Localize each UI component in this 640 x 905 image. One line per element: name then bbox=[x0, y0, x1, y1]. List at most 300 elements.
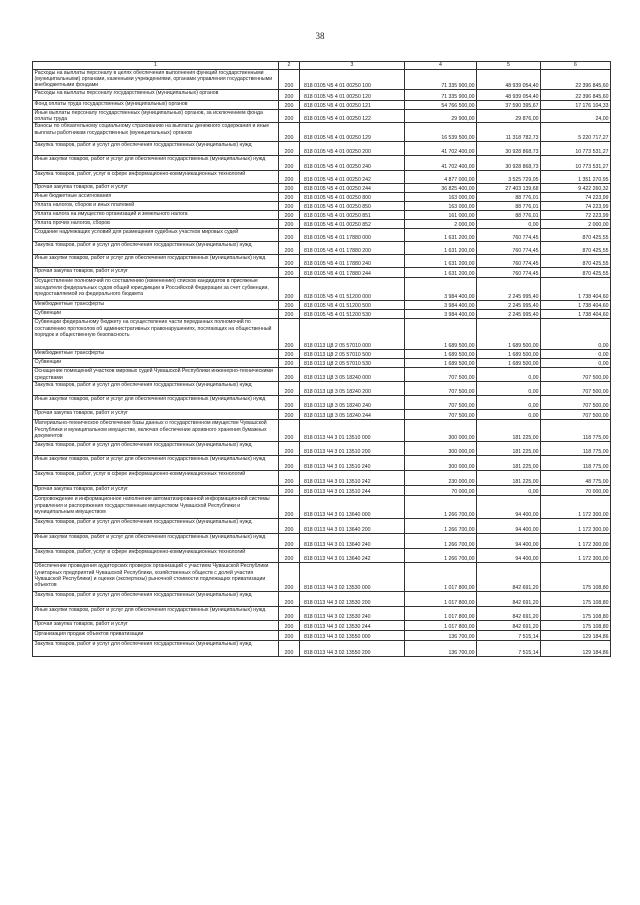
row-approved-amount: 41 702 400,00 bbox=[405, 156, 477, 171]
row-approved-amount: 1 266 700,00 bbox=[405, 549, 477, 563]
row-name: Иные закупки товаров, работ и услуг для обеспечения государственных (муниципальных) нужд bbox=[33, 456, 279, 471]
table-row bbox=[33, 123, 611, 142]
row-unexecuted-amount: 17 176 104,33 bbox=[541, 101, 611, 110]
row-budget-code: 818 0113 Ч4 3 01 13510 000 bbox=[300, 420, 405, 442]
row-unexecuted-amount: 870 425,55 bbox=[541, 229, 611, 242]
row-budget-code: 818 0113 Ц8 3 05 18240 244 bbox=[300, 410, 405, 420]
row-unexecuted-amount: 1 172 300,00 bbox=[541, 534, 611, 549]
row-approved-amount: 36 825 400,00 bbox=[405, 184, 477, 193]
row-name: Закупка товаров, работ и услуг для обеспечения государственных (муниципальных) нужд bbox=[33, 519, 279, 534]
row-name: Расходы на выплаты персоналу в целях обеспечения выполнения функций государственными (муниципальными) органами, казенными учреждениями, органами управления государственными внебюджетными фондами bbox=[33, 70, 279, 90]
row-unexecuted-amount: 9 422 260,32 bbox=[541, 184, 611, 193]
row-budget-code: 818 0105 Ч5 4 01 00250 244 bbox=[300, 184, 405, 193]
row-executed-amount: 0,00 bbox=[477, 486, 541, 496]
row-name: Материально-техническое обеспечение базы данных о государственном имуществе Чувашской Республики и муниципальном имуществе, включая обеспечение архивного хранения бумажных документов bbox=[33, 420, 279, 442]
row-approved-amount: 707 500,00 bbox=[405, 368, 477, 382]
row-approved-amount: 707 500,00 bbox=[405, 410, 477, 420]
row-budget-code: 818 0105 Ч5 4 01 17880 240 bbox=[300, 255, 405, 268]
row-executed-amount: 760 774,45 bbox=[477, 268, 541, 278]
row-approved-amount: 300 000,00 bbox=[405, 420, 477, 442]
table-row bbox=[33, 70, 611, 90]
row-approved-amount: 1 631 200,00 bbox=[405, 255, 477, 268]
row-executed-amount: 3 525 729,05 bbox=[477, 171, 541, 184]
row-executed-amount: 1 689 500,00 bbox=[477, 350, 541, 359]
row-name: Оснащение помещений участков мировых судей Чувашской Республики инженерно-техническими средствами bbox=[33, 368, 279, 382]
row-unexecuted-amount: 175 108,80 bbox=[541, 621, 611, 631]
row-executed-amount: 88 776,01 bbox=[477, 211, 541, 220]
row-admin-code: 200 bbox=[279, 90, 300, 101]
row-unexecuted-amount: 118 775,00 bbox=[541, 456, 611, 471]
row-budget-code: 818 0105 Ч5 4 01 17880 200 bbox=[300, 242, 405, 255]
row-name: Закупка товаров, работ, услуг в сфере информационно-коммуникационных технологий bbox=[33, 471, 279, 486]
row-executed-amount: 88 776,01 bbox=[477, 202, 541, 211]
row-executed-amount: 29 876,00 bbox=[477, 110, 541, 123]
table-row bbox=[33, 278, 611, 301]
row-executed-amount: 37 590 395,67 bbox=[477, 101, 541, 110]
table-row bbox=[33, 229, 611, 242]
row-budget-code: 818 0113 Ч4 3 01 13510 242 bbox=[300, 471, 405, 486]
table-row bbox=[33, 621, 611, 631]
row-name: Уплата налогов, сборов и иных платежей bbox=[33, 202, 279, 211]
row-admin-code: 200 bbox=[279, 278, 300, 301]
row-admin-code: 200 bbox=[279, 496, 300, 519]
row-admin-code: 200 bbox=[279, 319, 300, 350]
row-budget-code: 818 0113 Ц8 3 05 18240 200 bbox=[300, 382, 405, 396]
column-header-5: 5 bbox=[477, 62, 541, 70]
table-row bbox=[33, 420, 611, 442]
row-unexecuted-amount: 0,00 bbox=[541, 319, 611, 350]
row-name: Обеспечение проведения аудиторских проверок организаций с участием Чувашской Республики (унитарных предприятий Чувашской Республики, хозяйственных обществ с долей участия Чувашской Республики) и оценки (экспертизы) рыночной стоимости подлежащих приватизации объектов bbox=[33, 563, 279, 592]
row-unexecuted-amount: 870 425,55 bbox=[541, 268, 611, 278]
row-executed-amount: 842 691,20 bbox=[477, 563, 541, 592]
row-admin-code: 200 bbox=[279, 211, 300, 220]
row-executed-amount: 7 515,14 bbox=[477, 631, 541, 641]
row-unexecuted-amount: 24,00 bbox=[541, 110, 611, 123]
row-executed-amount: 27 403 139,68 bbox=[477, 184, 541, 193]
row-name: Иные закупки товаров, работ и услуг для обеспечения государственных (муниципальных) нужд bbox=[33, 607, 279, 621]
row-admin-code: 200 bbox=[279, 563, 300, 592]
row-approved-amount: 1 017 800,00 bbox=[405, 621, 477, 631]
row-approved-amount: 1 266 700,00 bbox=[405, 496, 477, 519]
table-row bbox=[33, 519, 611, 534]
table-row bbox=[33, 101, 611, 110]
row-approved-amount: 1 017 800,00 bbox=[405, 607, 477, 621]
row-approved-amount: 3 984 400,00 bbox=[405, 278, 477, 301]
row-executed-amount: 760 774,45 bbox=[477, 255, 541, 268]
row-admin-code: 200 bbox=[279, 142, 300, 156]
row-name: Иные закупки товаров, работ и услуг для обеспечения государственных (муниципальных) нужд bbox=[33, 255, 279, 268]
row-executed-amount: 94 400,00 bbox=[477, 496, 541, 519]
row-executed-amount: 0,00 bbox=[477, 410, 541, 420]
row-executed-amount: 48 939 054,40 bbox=[477, 70, 541, 90]
row-admin-code: 200 bbox=[279, 268, 300, 278]
row-executed-amount: 181 225,00 bbox=[477, 420, 541, 442]
row-admin-code: 200 bbox=[279, 621, 300, 631]
row-executed-amount: 88 776,01 bbox=[477, 193, 541, 202]
row-unexecuted-amount: 870 425,55 bbox=[541, 242, 611, 255]
row-name: Взносы по обязательному социальному страхованию на выплаты денежного содержания и иные выплаты работникам государственных (муниципальных) органов bbox=[33, 123, 279, 142]
row-budget-code: 818 0105 Ч5 4 01 00250 850 bbox=[300, 202, 405, 211]
row-unexecuted-amount: 0,00 bbox=[541, 359, 611, 368]
row-executed-amount: 181 225,00 bbox=[477, 456, 541, 471]
row-unexecuted-amount: 2 000,00 bbox=[541, 220, 611, 229]
row-admin-code: 200 bbox=[279, 592, 300, 607]
row-unexecuted-amount: 118 775,00 bbox=[541, 420, 611, 442]
row-approved-amount: 54 766 500,00 bbox=[405, 101, 477, 110]
row-budget-code: 818 0113 Ч4 3 02 13530 240 bbox=[300, 607, 405, 621]
row-budget-code: 818 0113 Ц8 2 05 57010 500 bbox=[300, 350, 405, 359]
row-name: Создание надлежащих условий для размещения судебных участков мировых судей bbox=[33, 229, 279, 242]
row-unexecuted-amount: 48 775,00 bbox=[541, 471, 611, 486]
row-unexecuted-amount: 707 500,00 bbox=[541, 368, 611, 382]
row-executed-amount: 842 691,20 bbox=[477, 621, 541, 631]
row-admin-code: 200 bbox=[279, 171, 300, 184]
row-admin-code: 200 bbox=[279, 301, 300, 310]
row-budget-code: 818 0105 Ч5 4 01 00250 100 bbox=[300, 70, 405, 90]
row-name: Иные закупки товаров, работ и услуг для обеспечения государственных (муниципальных) нужд bbox=[33, 156, 279, 171]
table-row bbox=[33, 592, 611, 607]
row-executed-amount: 2 245 995,40 bbox=[477, 278, 541, 301]
row-executed-amount: 0,00 bbox=[477, 368, 541, 382]
row-executed-amount: 48 939 054,40 bbox=[477, 90, 541, 101]
row-name: Закупка товаров, работ и услуг для обеспечения государственных (муниципальных) нужд bbox=[33, 442, 279, 456]
row-unexecuted-amount: 129 184,86 bbox=[541, 631, 611, 641]
column-header-2: 2 bbox=[279, 62, 300, 70]
row-admin-code: 200 bbox=[279, 442, 300, 456]
row-approved-amount: 1 017 800,00 bbox=[405, 592, 477, 607]
row-budget-code: 818 0113 Ч4 3 02 13530 244 bbox=[300, 621, 405, 631]
row-budget-code: 818 0113 Ч4 3 01 13640 000 bbox=[300, 496, 405, 519]
row-unexecuted-amount: 0,00 bbox=[541, 350, 611, 359]
row-admin-code: 200 bbox=[279, 607, 300, 621]
row-approved-amount: 16 539 500,00 bbox=[405, 123, 477, 142]
row-unexecuted-amount: 10 773 531,27 bbox=[541, 156, 611, 171]
row-unexecuted-amount: 72 223,99 bbox=[541, 211, 611, 220]
row-executed-amount: 842 691,20 bbox=[477, 607, 541, 621]
row-admin-code: 200 bbox=[279, 549, 300, 563]
row-approved-amount: 707 500,00 bbox=[405, 396, 477, 410]
row-name: Уплата налога на имущество организаций и земельного налога bbox=[33, 211, 279, 220]
table-row bbox=[33, 319, 611, 350]
row-name: Фонд оплаты труда государственных (муниципальных) органов bbox=[33, 101, 279, 110]
row-executed-amount: 0,00 bbox=[477, 382, 541, 396]
row-budget-code: 818 0105 Ч5 4 01 00250 851 bbox=[300, 211, 405, 220]
row-budget-code: 818 0113 Ч4 3 02 13550 200 bbox=[300, 641, 405, 657]
row-approved-amount: 1 689 500,00 bbox=[405, 350, 477, 359]
table-row bbox=[33, 350, 611, 359]
row-executed-amount: 94 400,00 bbox=[477, 534, 541, 549]
row-approved-amount: 1 689 500,00 bbox=[405, 319, 477, 350]
row-unexecuted-amount: 5 220 717,27 bbox=[541, 123, 611, 142]
row-budget-code: 818 0113 Ц8 2 05 57010 530 bbox=[300, 359, 405, 368]
row-executed-amount: 842 691,20 bbox=[477, 592, 541, 607]
row-name: Прочая закупка товаров, работ и услуг bbox=[33, 621, 279, 631]
table-row bbox=[33, 359, 611, 368]
row-unexecuted-amount: 1 172 300,00 bbox=[541, 519, 611, 534]
row-budget-code: 818 0105 Ч5 4 01 51200 000 bbox=[300, 278, 405, 301]
row-approved-amount: 300 000,00 bbox=[405, 442, 477, 456]
row-unexecuted-amount: 22 396 845,60 bbox=[541, 70, 611, 90]
row-admin-code: 200 bbox=[279, 110, 300, 123]
row-approved-amount: 1 017 800,00 bbox=[405, 563, 477, 592]
row-unexecuted-amount: 707 500,00 bbox=[541, 396, 611, 410]
row-approved-amount: 136 700,00 bbox=[405, 641, 477, 657]
table-row bbox=[33, 534, 611, 549]
table-row bbox=[33, 211, 611, 220]
row-name: Осуществление полномочий по составлению (изменению) списков кандидатов в присяжные заседатели федеральных судов общей юрисдикции в Российской Федерации за счет субвенции, предоставляемой из федерального бюджета bbox=[33, 278, 279, 301]
row-unexecuted-amount: 129 184,86 bbox=[541, 641, 611, 657]
row-executed-amount: 1 689 500,00 bbox=[477, 319, 541, 350]
row-executed-amount: 11 318 782,73 bbox=[477, 123, 541, 142]
row-approved-amount: 41 702 400,00 bbox=[405, 142, 477, 156]
row-approved-amount: 2 000,00 bbox=[405, 220, 477, 229]
row-admin-code: 200 bbox=[279, 123, 300, 142]
row-name: Расходы на выплаты персоналу государственных (муниципальных) органов bbox=[33, 90, 279, 101]
row-admin-code: 200 bbox=[279, 193, 300, 202]
row-unexecuted-amount: 870 425,55 bbox=[541, 255, 611, 268]
row-approved-amount: 29 900,00 bbox=[405, 110, 477, 123]
row-budget-code: 818 0105 Ч5 4 01 00250 200 bbox=[300, 142, 405, 156]
row-approved-amount: 163 000,00 bbox=[405, 193, 477, 202]
row-name: Закупка товаров, работ и услуг для обеспечения государственных (муниципальных) нужд bbox=[33, 142, 279, 156]
row-budget-code: 818 0105 Ч5 4 01 17880 000 bbox=[300, 229, 405, 242]
row-name: Иные бюджетные ассигнования bbox=[33, 193, 279, 202]
table-row bbox=[33, 90, 611, 101]
column-header-1: 1 bbox=[33, 62, 279, 70]
row-admin-code: 200 bbox=[279, 368, 300, 382]
table-row bbox=[33, 220, 611, 229]
row-name: Закупка товаров, работ, услуг в сфере информационно-коммуникационных технологий bbox=[33, 171, 279, 184]
row-unexecuted-amount: 1 172 300,00 bbox=[541, 496, 611, 519]
row-admin-code: 200 bbox=[279, 70, 300, 90]
table-row bbox=[33, 184, 611, 193]
row-budget-code: 818 0105 Ч5 4 01 00250 852 bbox=[300, 220, 405, 229]
row-admin-code: 200 bbox=[279, 202, 300, 211]
row-name: Иные закупки товаров, работ и услуг для обеспечения государственных (муниципальных) нужд bbox=[33, 534, 279, 549]
row-executed-amount: 181 225,00 bbox=[477, 471, 541, 486]
row-approved-amount: 163 000,00 bbox=[405, 202, 477, 211]
column-number-row bbox=[33, 62, 611, 70]
row-budget-code: 818 0105 Ч5 4 01 00250 800 bbox=[300, 193, 405, 202]
row-budget-code: 818 0113 Ч4 3 02 13550 000 bbox=[300, 631, 405, 641]
row-name: Уплата прочих налогов, сборов bbox=[33, 220, 279, 229]
row-executed-amount: 181 225,00 bbox=[477, 442, 541, 456]
row-admin-code: 200 bbox=[279, 631, 300, 641]
row-approved-amount: 230 000,00 bbox=[405, 471, 477, 486]
row-unexecuted-amount: 22 396 845,60 bbox=[541, 90, 611, 101]
row-executed-amount: 1 689 500,00 bbox=[477, 359, 541, 368]
row-executed-amount: 760 774,45 bbox=[477, 229, 541, 242]
row-unexecuted-amount: 1 738 404,60 bbox=[541, 310, 611, 319]
row-approved-amount: 71 335 900,00 bbox=[405, 70, 477, 90]
row-name: Закупка товаров, работ, услуг в сфере информационно-коммуникационных технологий bbox=[33, 549, 279, 563]
row-admin-code: 200 bbox=[279, 382, 300, 396]
table-row bbox=[33, 456, 611, 471]
row-name: Субвенции bbox=[33, 310, 279, 319]
table-row bbox=[33, 156, 611, 171]
column-header-3: 3 bbox=[300, 62, 405, 70]
row-approved-amount: 1 631 200,00 bbox=[405, 229, 477, 242]
row-budget-code: 818 0105 Ч5 4 01 00250 129 bbox=[300, 123, 405, 142]
row-approved-amount: 707 500,00 bbox=[405, 382, 477, 396]
row-executed-amount: 30 928 868,73 bbox=[477, 156, 541, 171]
table-row bbox=[33, 563, 611, 592]
row-budget-code: 818 0105 Ч5 4 01 51200 500 bbox=[300, 301, 405, 310]
row-name: Межбюджетные трансферты bbox=[33, 350, 279, 359]
row-budget-code: 818 0113 Ц8 2 05 57010 000 bbox=[300, 319, 405, 350]
row-budget-code: 818 0113 Ч4 3 01 13640 200 bbox=[300, 519, 405, 534]
table-row bbox=[33, 471, 611, 486]
table-row bbox=[33, 268, 611, 278]
row-name: Закупка товаров, работ и услуг для обеспечения государственных (муниципальных) нужд bbox=[33, 242, 279, 255]
row-name: Организация продаж объектов приватизации bbox=[33, 631, 279, 641]
row-name: Прочая закупка товаров, работ и услуг bbox=[33, 268, 279, 278]
row-executed-amount: 94 400,00 bbox=[477, 549, 541, 563]
row-admin-code: 200 bbox=[279, 255, 300, 268]
row-approved-amount: 3 984 400,00 bbox=[405, 301, 477, 310]
row-admin-code: 200 bbox=[279, 156, 300, 171]
row-unexecuted-amount: 10 773 531,27 bbox=[541, 142, 611, 156]
row-budget-code: 818 0105 Ч5 4 01 17880 244 bbox=[300, 268, 405, 278]
row-admin-code: 200 bbox=[279, 310, 300, 319]
row-unexecuted-amount: 74 223,99 bbox=[541, 193, 611, 202]
row-name: Закупка товаров, работ и услуг для обеспечения государственных (муниципальных) нужд bbox=[33, 382, 279, 396]
row-budget-code: 818 0113 Ч4 3 01 13510 240 bbox=[300, 456, 405, 471]
table-row bbox=[33, 171, 611, 184]
row-executed-amount: 7 515,14 bbox=[477, 641, 541, 657]
row-approved-amount: 1 266 700,00 bbox=[405, 519, 477, 534]
table-row bbox=[33, 193, 611, 202]
row-approved-amount: 71 335 900,00 bbox=[405, 90, 477, 101]
table-row bbox=[33, 410, 611, 420]
row-approved-amount: 70 000,00 bbox=[405, 486, 477, 496]
row-budget-code: 818 0113 Ч4 3 01 13640 240 bbox=[300, 534, 405, 549]
budget-execution-table bbox=[32, 61, 611, 657]
row-unexecuted-amount: 1 351 270,95 bbox=[541, 171, 611, 184]
row-executed-amount: 30 928 868,73 bbox=[477, 142, 541, 156]
table-row bbox=[33, 549, 611, 563]
row-name: Субвенции федеральному бюджету на осуществление части переданных полномочий по составлению протоколов об административных правонарушениях, посягающих на общественный порядок и общественную безопасность bbox=[33, 319, 279, 350]
table-row bbox=[33, 496, 611, 519]
table-row bbox=[33, 310, 611, 319]
row-unexecuted-amount: 118 775,00 bbox=[541, 442, 611, 456]
table-row bbox=[33, 255, 611, 268]
row-admin-code: 200 bbox=[279, 410, 300, 420]
row-approved-amount: 136 700,00 bbox=[405, 631, 477, 641]
row-approved-amount: 300 000,00 bbox=[405, 456, 477, 471]
table-row bbox=[33, 486, 611, 496]
row-budget-code: 818 0105 Ч5 4 01 00250 122 bbox=[300, 110, 405, 123]
row-executed-amount: 2 245 995,40 bbox=[477, 301, 541, 310]
row-admin-code: 200 bbox=[279, 534, 300, 549]
row-unexecuted-amount: 707 500,00 bbox=[541, 410, 611, 420]
row-budget-code: 818 0105 Ч5 4 01 00250 121 bbox=[300, 101, 405, 110]
row-admin-code: 200 bbox=[279, 359, 300, 368]
row-budget-code: 818 0113 Ц8 3 05 18240 240 bbox=[300, 396, 405, 410]
row-name: Сопровождение и информационное наполнение автоматизированной информационной системы управления и распоряжения государственным имуществом Чувашской Республики и муниципальным имуществом bbox=[33, 496, 279, 519]
row-name: Иные закупки товаров, работ и услуг для обеспечения государственных (муниципальных) нужд bbox=[33, 396, 279, 410]
row-unexecuted-amount: 1 738 404,60 bbox=[541, 278, 611, 301]
row-name: Прочая закупка товаров, работ и услуг bbox=[33, 486, 279, 496]
row-unexecuted-amount: 1 172 300,00 bbox=[541, 549, 611, 563]
table-row bbox=[33, 242, 611, 255]
row-unexecuted-amount: 707 500,00 bbox=[541, 382, 611, 396]
row-name: Закупка товаров, работ и услуг для обеспечения государственных (муниципальных) нужд bbox=[33, 592, 279, 607]
table-row bbox=[33, 202, 611, 211]
row-budget-code: 818 0113 Ч4 3 02 13530 200 bbox=[300, 592, 405, 607]
row-admin-code: 200 bbox=[279, 486, 300, 496]
column-header-4: 4 bbox=[405, 62, 477, 70]
row-unexecuted-amount: 70 000,00 bbox=[541, 486, 611, 496]
row-approved-amount: 161 000,00 bbox=[405, 211, 477, 220]
row-admin-code: 200 bbox=[279, 519, 300, 534]
row-name: Межбюджетные трансферты bbox=[33, 301, 279, 310]
row-name: Прочая закупка товаров, работ и услуг bbox=[33, 410, 279, 420]
row-name: Субвенции bbox=[33, 359, 279, 368]
row-executed-amount: 94 400,00 bbox=[477, 519, 541, 534]
row-name: Прочая закупка товаров, работ и услуг bbox=[33, 184, 279, 193]
row-executed-amount: 0,00 bbox=[477, 396, 541, 410]
row-approved-amount: 1 631 200,00 bbox=[405, 242, 477, 255]
row-approved-amount: 1 689 500,00 bbox=[405, 359, 477, 368]
row-budget-code: 818 0113 Ц8 3 05 18240 000 bbox=[300, 368, 405, 382]
table-row bbox=[33, 301, 611, 310]
row-admin-code: 200 bbox=[279, 101, 300, 110]
table-row bbox=[33, 607, 611, 621]
row-admin-code: 200 bbox=[279, 471, 300, 486]
table-row bbox=[33, 641, 611, 657]
table-row bbox=[33, 382, 611, 396]
row-admin-code: 200 bbox=[279, 184, 300, 193]
row-admin-code: 200 bbox=[279, 220, 300, 229]
table-row bbox=[33, 142, 611, 156]
row-budget-code: 818 0105 Ч5 4 01 00250 120 bbox=[300, 90, 405, 101]
row-budget-code: 818 0113 Ч4 3 01 13640 242 bbox=[300, 549, 405, 563]
table-row bbox=[33, 396, 611, 410]
table-row bbox=[33, 631, 611, 641]
row-unexecuted-amount: 175 108,80 bbox=[541, 607, 611, 621]
row-executed-amount: 2 245 995,40 bbox=[477, 310, 541, 319]
column-header-6: 6 bbox=[541, 62, 611, 70]
row-unexecuted-amount: 175 108,80 bbox=[541, 592, 611, 607]
row-budget-code: 818 0105 Ч5 4 01 00250 240 bbox=[300, 156, 405, 171]
table-row bbox=[33, 442, 611, 456]
row-approved-amount: 4 877 000,00 bbox=[405, 171, 477, 184]
row-unexecuted-amount: 175 108,80 bbox=[541, 563, 611, 592]
row-name: Иные выплаты персоналу государственных (муниципальных) органов, за исключением фонда оплаты труда bbox=[33, 110, 279, 123]
row-admin-code: 200 bbox=[279, 229, 300, 242]
row-approved-amount: 1 631 200,00 bbox=[405, 268, 477, 278]
row-budget-code: 818 0105 Ч5 4 01 00250 242 bbox=[300, 171, 405, 184]
row-executed-amount: 760 774,45 bbox=[477, 242, 541, 255]
table-row bbox=[33, 110, 611, 123]
row-approved-amount: 1 266 700,00 bbox=[405, 534, 477, 549]
row-budget-code: 818 0113 Ч4 3 01 13510 244 bbox=[300, 486, 405, 496]
row-admin-code: 200 bbox=[279, 456, 300, 471]
row-executed-amount: 0,00 bbox=[477, 220, 541, 229]
page-number: 38 bbox=[315, 31, 325, 41]
row-budget-code: 818 0105 Ч5 4 01 51200 530 bbox=[300, 310, 405, 319]
row-unexecuted-amount: 74 223,99 bbox=[541, 202, 611, 211]
row-approved-amount: 3 984 400,00 bbox=[405, 310, 477, 319]
row-admin-code: 200 bbox=[279, 641, 300, 657]
row-admin-code: 200 bbox=[279, 420, 300, 442]
row-budget-code: 818 0113 Ч4 3 01 13510 200 bbox=[300, 442, 405, 456]
row-name: Закупка товаров, работ и услуг для обеспечения государственных (муниципальных) нужд bbox=[33, 641, 279, 657]
table-row bbox=[33, 368, 611, 382]
row-unexecuted-amount: 1 738 404,60 bbox=[541, 301, 611, 310]
row-admin-code: 200 bbox=[279, 242, 300, 255]
